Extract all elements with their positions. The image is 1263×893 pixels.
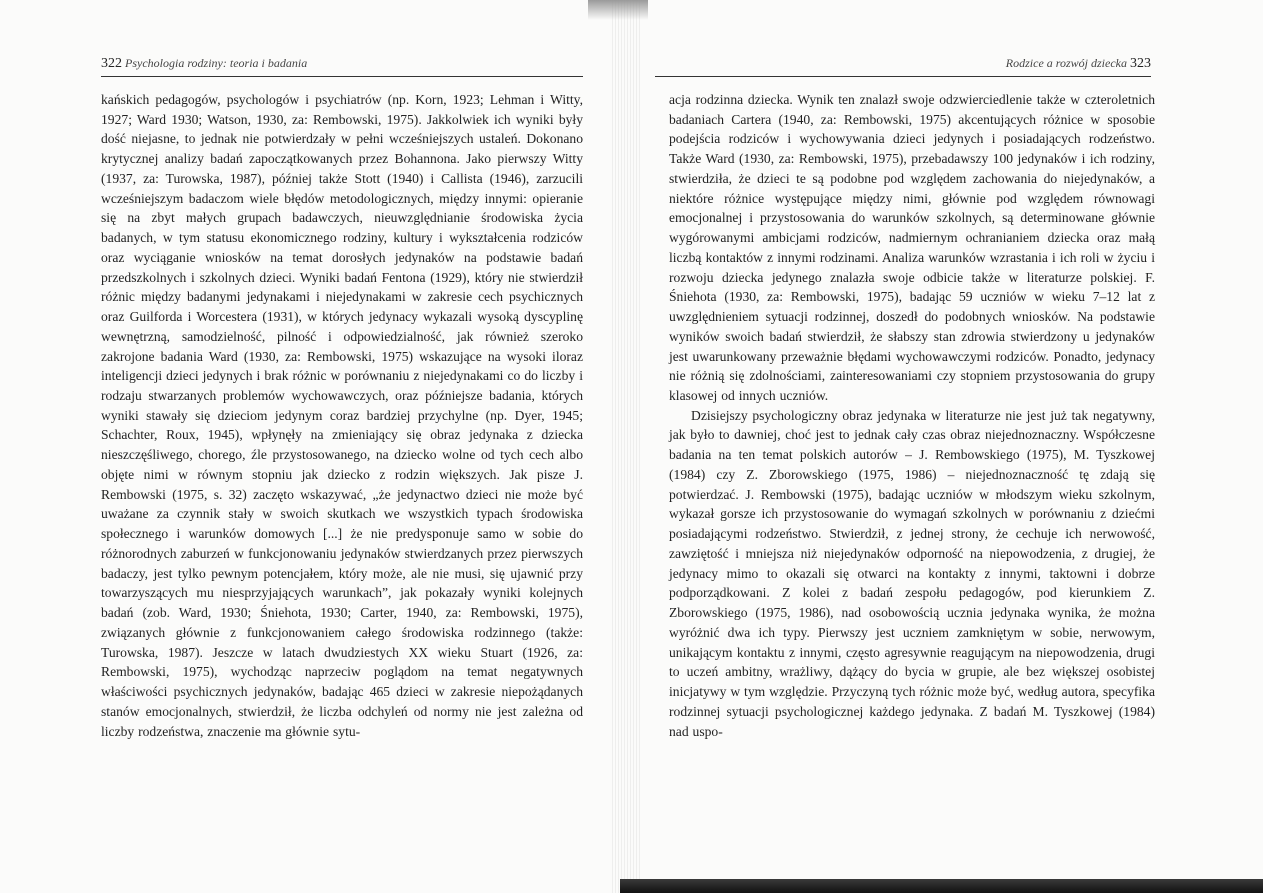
right-page-body xyxy=(669,90,1155,741)
page-number: 323 xyxy=(1130,56,1151,71)
left-page-header xyxy=(101,56,583,77)
paragraph: acja rodzinna dziecka. Wynik ten znalazł swoje odzwierciedlenie także w czteroletnich badaniach Cartera (1940, za: Rembowski, 1975) akcentujących różnice w sposobie podejścia rodziców i wychowywania dzieci jedynych i posiadających rodzeństwo. Także Ward (1930, za: Rembowski, 1975), przebadawszy 100 jedynaków i ich rodziny, stwierdziła, że dzieci te są podobne pod względem zachowania do niejedynaków, a niektóre różnice występujące między nimi, głównie pod względem równowagi emocjonalnej i przystosowania do warunków szkolnych, są determinowane głównie wygórowanymi ambicjami rodziców, nadmiernym ochranianiem dziecka oraz małą liczbą kontaktów z innymi rodzinami. Analiza warunków wzrastania i ich roli w życiu i rozwoju dziecka jedynego znalazła swoje odbicie także w literaturze polskiej. F. Śniehota (1930, za: Rembowski, 1975), badając 59 uczniów w wieku 7–12 lat z uwzględnieniem sytuacji rodzinnej, doszedł do podobnych wniosków. Na podstawie wyników swoich badań stwierdził, że słabszy stan zdrowia stwierdzony u jedynaków jest uwarunkowany przeważnie błędami wychowawczymi rodziców. Ponadto, jedynacy nie różnią się zdolnościami, zainteresowaniami czy stopniem przystosowania do grupy klasowej od innych uczniów. xyxy=(669,92,1155,404)
paragraph: Dzisiejszy psychologiczny obraz jedynaka w literaturze nie jest już tak negatywny, jak było to dawniej, choć jest to jednak cały czas obraz niejednoznaczny. Współczesne badania na ten temat polskich autorów – J. Rembowskiego (1975), M. Tyszkowej (1984) czy Z. Zborowskiego (1975, 1986) – niejednoznaczność tę zdają się potwierdzać. J. Rembowski (1975), badając uczniów w młodszym wieku szkolnym, wykazał gorsze ich przystosowanie do wymagań szkolnych w porównaniu z dziećmi posiadającymi rodzeństwo. Stwierdził, z jednej strony, że cechuje ich nerwowość, zawziętość i mniejsza niż niejedynaków odporność na niepowodzenia, z drugiej, że jedynacy mimo to okazali się otwarci na kontakty z innymi, taktowni i dobrze podporządkowani. Z kolei z badań zespołu pedagogów, pod kierunkiem Z. Zborowskiego (1975, 1986), nad osobowością ucznia jedynaka wynika, że można wyróżnić dwa ich typy. Pierwszy jest uczniem zamkniętym w sobie, nerwowym, unikającym kontaktu z innymi, często agresywnie reagującym na niepowodzenia, drugi to uczeń ambitny, wrażliwy, dążący do bycia w grupie, ale bez większej osobistej inicjatywy w tym względzie. Przyczyną tych różnic może być, według autora, specyfika rodzinnej sytuacji psychologicznej każdego jedynaka. Z badań M. Tyszkowej (1984) nad uspo- xyxy=(669,407,1155,739)
paragraph: kańskich pedagogów, psychologów i psychiatrów (np. Korn, 1923; Lehman i Witty, 1927; Ward 1930; Watson, 1930, za: Rembowski, 1975). Jakkolwiek ich wyniki były dość niejasne, to jednak nie potwierdzały w pełni wcześniejszych ustaleń. Dokonano krytycznej analizy badań zapoczątkowanych przez Bohannona. Jako pierwszy Witty (1937, za: Turowska, 1987), później także Stott (1940) i Callista (1946), zarzucili wcześniejszym badaczom wiele błędów metodologicznych, między innymi: opieranie się na zbyt małych grupach badawczych, nieuwzględnianie środowiska życia badanych, w tym statusu ekonomicznego rodziny, kultury i wykształcenia rodziców oraz wyciąganie wniosków na temat dorosłych jedynaków na podstawie badań przedszkolnych i szkolnych dzieci. Wyniki badań Fentona (1929), który nie stwierdził różnic między badanymi jedynakami i niejedynakami w zakresie cech psychicznych oraz Guilforda i Worcestera (1931), w których jedynacy wykazali wysoką dyscyplinę wewnętrzną, samodzielność, pilność i odpowiedzialność, jak również szeroko zakrojone badania Ward (1930, za: Rembowski, 1975) wskazujące na wysoki iloraz inteligencji dzieci jedynych i brak różnic w porównaniu z niejedynakami co do liczby i rodzaju stwarzanych problemów wychowawczych, oraz późniejsze badania, których wyniki stawały się dzieciom jedynym coraz bardziej przychylne (np. Dyer, 1945; Schachter, Roux, 1945), wpłynęły na zmieniający się obraz jedynaka z dziecka nieszczęśliwego, chorego, źle przystosowanego, na dziecko wolne od tych cech albo objęte nimi w równym stopniu jak dziecko z rodzin większych. Jak pisze J. Rembowski (1975, s. 32) zaczęto wskazywać, „że jedynactwo dzieci nie może być uważane za czynnik stały w swoich skutkach we wszystkich typach środowiska społecznego i warunków domowych [...] że nie predysponuje samo w sobie do różnorodnych zaburzeń w funkcjonowaniu jedynaków stwierdzanych przez pierwszych badaczy, jest tylko pewnym potencjałem, który może, ale nie musi, się ujawnić przy towarzyszących mu niesprzyjających warunkach”, jak pokazały wyniki kolejnych badań (zob. Ward, 1930; Śniehota, 1930; Carter, 1940, za: Rembowski, 1975), związanych głównie z funkcjonowaniem całego środowiska rodzinnego (także: Turowska, 1987). Jeszcze w latach dwudziestych XX wieku Stuart (1926, za: Rembowski, 1975), wychodząc naprzeciw poglądom na temat negatywnych właściwości psychicznych jedynaków, badając 465 dzieci w zakresie niepożądanych stanów emocjonalnych, stwierdził, że liczba odchyleń od normy nie jest zależna od liczby rodzeństwa, znaczenie ma głównie sytu- xyxy=(101,92,583,739)
page-number: 322 xyxy=(101,56,122,71)
book-gutter xyxy=(612,0,642,893)
left-page-body xyxy=(101,90,583,741)
binding-shadow xyxy=(588,0,648,20)
running-title: Psychologia rodziny: teoria i badania xyxy=(125,56,308,70)
running-title: Rodzice a rozwój dziecka xyxy=(1005,56,1127,70)
scan-edge-band xyxy=(620,879,1263,893)
right-page-header xyxy=(655,56,1151,77)
